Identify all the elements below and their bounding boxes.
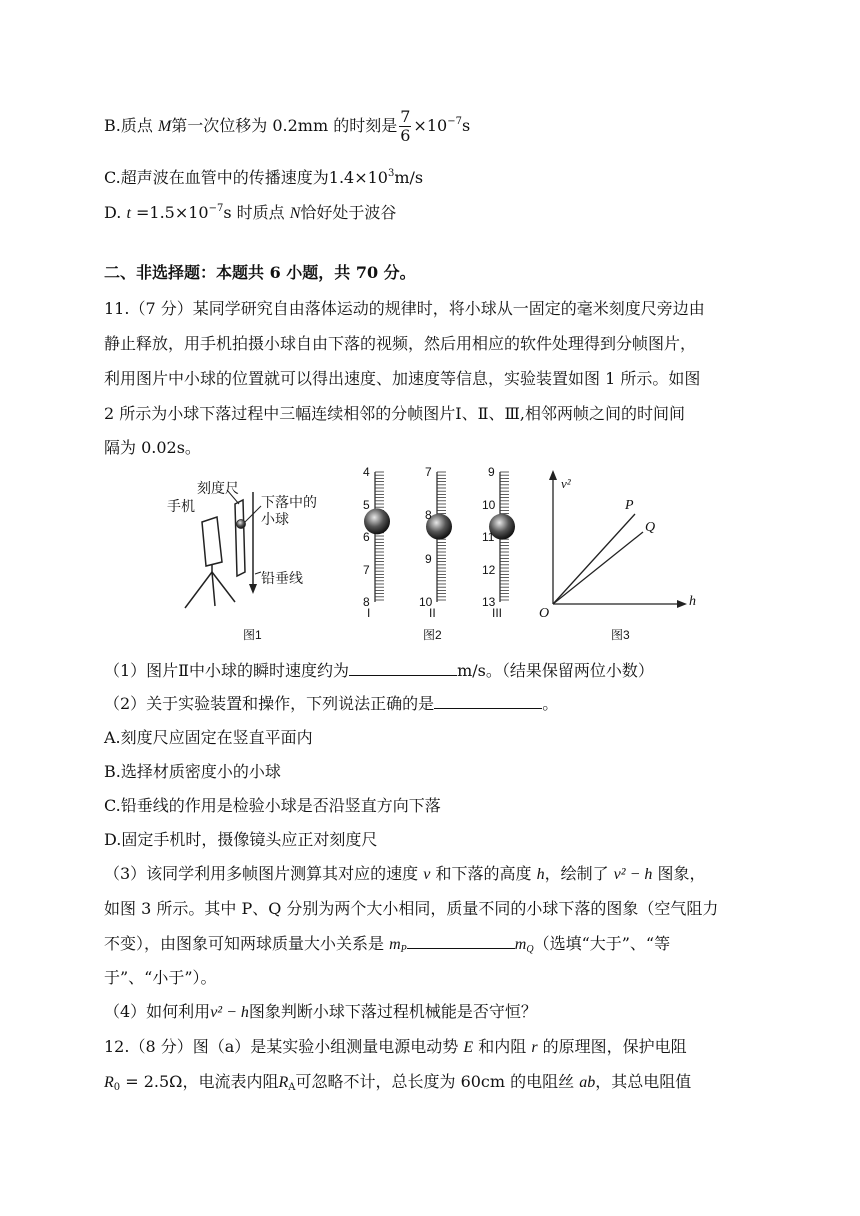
q11-line-5: 隔为 0.02s。: [104, 438, 201, 457]
option-b-text: 第一次位移为 0.2mm 的时刻是: [171, 116, 398, 135]
answer-blank-3[interactable]: [407, 934, 515, 949]
s4-expr: v² − h: [210, 1004, 249, 1021]
q11-option-d: D.固定手机时，摄像镜头应正对刻度尺: [104, 830, 378, 849]
fraction-numerator: 7: [400, 107, 411, 126]
phone-icon: [202, 517, 222, 566]
fig3-label-p: P: [625, 498, 634, 513]
tripod-leg-mid: [212, 572, 215, 606]
ball-icon: [237, 520, 246, 529]
caption-fig3: 图3: [611, 628, 630, 642]
line-q: [553, 532, 643, 604]
frame-tick-label: 8: [363, 595, 370, 609]
option-b-prefix: B.质点: [104, 116, 158, 135]
q12-line-2: [104, 1071, 691, 1099]
q12-var-e: E: [463, 1039, 474, 1056]
q11-sub-1-tail: m/s。（结果保留两位小数）: [457, 661, 654, 680]
q11-sub-3-line-3: [104, 933, 670, 961]
option-d-text: s 时质点: [223, 203, 290, 222]
s3-text-d: 图象，: [652, 864, 706, 883]
answer-blank-2[interactable]: [434, 694, 542, 709]
s3-text-b: 和下落的高度: [430, 864, 537, 883]
frame-tick-label: 7: [425, 465, 432, 479]
fig3-xlabel: h: [689, 594, 696, 609]
frame-tick-label: 8: [425, 508, 432, 523]
frame-tick-label: 11: [482, 530, 495, 544]
q12-r0-value: = 2.5Ω: [120, 1072, 183, 1091]
q12-text-d: ，电流表内阻: [182, 1072, 279, 1091]
q11-sub-2-tail: 。: [542, 694, 559, 713]
frame-tick-label: 12: [482, 562, 496, 577]
line-p: [553, 514, 635, 604]
ruler-shape: [235, 500, 245, 576]
frame-id: II: [429, 606, 436, 620]
q11-line-2: 静止释放，用手机拍摄小球自由下落的视频，然后用相应的软件处理得到分帧图片，: [104, 334, 697, 353]
s3-text-a: （3）该同学利用多帧图片测算其对应的速度: [104, 864, 424, 883]
q12-line-1: [104, 1036, 687, 1059]
mass-q-sub: Q: [526, 944, 534, 955]
fig3-label-q: Q: [645, 520, 656, 535]
label-plumb: 铅垂线: [261, 570, 303, 586]
q11-sub-3-line-2: 如图 3 所示。其中 P、Q 分别为两个大小相同，质量不同的小球下落的图象（空气阻力: [104, 899, 719, 918]
q11-line-1: 11.（7 分）某同学研究自由落体运动的规律时，将小球从一固定的毫米刻度尺旁边由: [104, 299, 705, 318]
s3-l3-tail: （选填“大于”、“等: [533, 934, 671, 953]
option-d-var: t: [126, 205, 131, 222]
q11-sub-1: [104, 660, 654, 682]
frame-tick-label: 10: [482, 497, 496, 512]
option-d-exp: −7: [208, 203, 224, 214]
option-d-tail: 恰好处于波谷: [300, 203, 397, 222]
s3-expr: v² − h: [613, 866, 653, 883]
q12-text-f: ，其总电阻值: [595, 1072, 692, 1091]
caption-fig2: 图2: [423, 628, 442, 642]
s3-var-v: v: [423, 866, 431, 883]
option-d-value: =1.5×10: [130, 203, 209, 222]
option-b-unit: s: [461, 116, 471, 135]
figure-svg: [165, 462, 725, 642]
label-ruler: 刻度尺: [197, 480, 239, 496]
figures: [165, 462, 725, 642]
option-c-exp: 3: [387, 168, 395, 179]
frame-tick-label: 10: [419, 595, 433, 609]
option-c: [104, 163, 423, 189]
option-d-var2: N: [289, 205, 301, 222]
label-ball-1: 下落中的: [261, 494, 317, 510]
q11-sub-2-text: （2）关于实验装置和操作，下列说法正确的是: [104, 694, 435, 713]
s4-text: （4）如何利用: [104, 1002, 211, 1021]
option-b: [104, 108, 470, 145]
mass-p-sub: P: [400, 944, 407, 955]
q11-option-c: C.铅垂线的作用是检验小球是否沿竖直方向下落: [104, 796, 441, 815]
frame-tick-label: 9: [488, 465, 495, 479]
caption-fig1: 图1: [243, 628, 262, 642]
frame-tick-label: 6: [363, 530, 370, 544]
q11-option-b: B.选择材质密度小的小球: [104, 762, 281, 781]
section-title: 二、非选择题：本题共 6 小题，共 70 分。: [104, 263, 416, 282]
s4-tail: 图象判断小球下落过程机械能是否守恒？: [248, 1002, 537, 1021]
option-b-var: M: [157, 118, 172, 135]
q12-r0: R: [104, 1074, 114, 1091]
q12-ra-sub: A: [288, 1082, 296, 1093]
frame-tick-label: 13: [482, 595, 496, 609]
q12-ab: ab: [579, 1074, 596, 1091]
q12-text-a: 12.（8 分）图（a）是某实验小组测量电源电动势: [104, 1037, 464, 1056]
q11-line-4: 2 所示为小球下落过程中三幅连续相邻的分帧图片Ⅰ、Ⅱ、Ⅲ,相邻两帧之间的时间间: [104, 404, 685, 423]
q11-option-a: A.刻度尺应固定在竖直平面内: [104, 728, 313, 747]
q12-text-b: 和内阻: [473, 1037, 532, 1056]
y-axis-arrow-icon: [549, 470, 557, 480]
frame-tick-label: 4: [363, 465, 370, 479]
s3-var-h: h: [536, 866, 545, 883]
q11-sub-4: [104, 1001, 537, 1024]
option-d-prefix: D.: [104, 203, 127, 222]
q12-text-e: 可忽略不计，总长度为 60cm 的电阻丝: [295, 1072, 580, 1091]
q12-r0-sub: 0: [113, 1082, 121, 1093]
s3-l3-text: 不变），由图象可知两球质量大小关系是: [104, 934, 390, 953]
frame-tick-label: 5: [363, 497, 370, 512]
figure-1: [185, 490, 261, 608]
q12-ra: R: [278, 1074, 289, 1091]
q11-line-3: 利用图片中小球的位置就可以得出速度、加速度等信息，实验装置如图 1 所示。如图: [104, 369, 701, 388]
s3-text-c: ，绘制了: [544, 864, 614, 883]
option-b-exp: −7: [447, 116, 462, 127]
fraction-denominator: 6: [400, 126, 411, 145]
q11-sub-1-text: （1）图片Ⅱ中小球的瞬时速度约为: [104, 661, 350, 680]
fraction: [399, 108, 411, 145]
q12-var-r: r: [531, 1039, 538, 1056]
frame-tick-label: 7: [363, 562, 370, 577]
fig3-ylabel: v²: [561, 476, 571, 491]
option-d: [104, 198, 396, 225]
q11-sub-2: [104, 693, 558, 715]
arrow-down-icon: [249, 584, 257, 594]
label-ball-2: 小球: [261, 511, 289, 527]
tripod-leg-right: [212, 572, 235, 602]
label-phone: 手机: [167, 498, 195, 514]
frame-id: I: [367, 606, 371, 620]
fig3-origin: O: [539, 606, 550, 621]
option-b-mult: ×10: [413, 116, 448, 135]
q11-sub-3-line-1: [104, 863, 705, 886]
option-c-unit: m/s: [394, 168, 424, 187]
frame-id: III: [492, 606, 503, 620]
option-c-text: C.超声波在血管中的传播速度为1.4×10: [104, 168, 388, 187]
mass-q: m: [514, 936, 527, 953]
mass-p: m: [389, 936, 401, 953]
x-axis-arrow-icon: [677, 600, 687, 608]
q11-sub-3-line-4: 于”、“小于”）。: [104, 968, 217, 987]
frame-tick-label: 9: [425, 551, 432, 566]
answer-blank-1[interactable]: [349, 661, 457, 676]
q12-text-c: 的原理图，保护电阻: [537, 1037, 687, 1056]
tripod-leg-left: [185, 572, 212, 608]
